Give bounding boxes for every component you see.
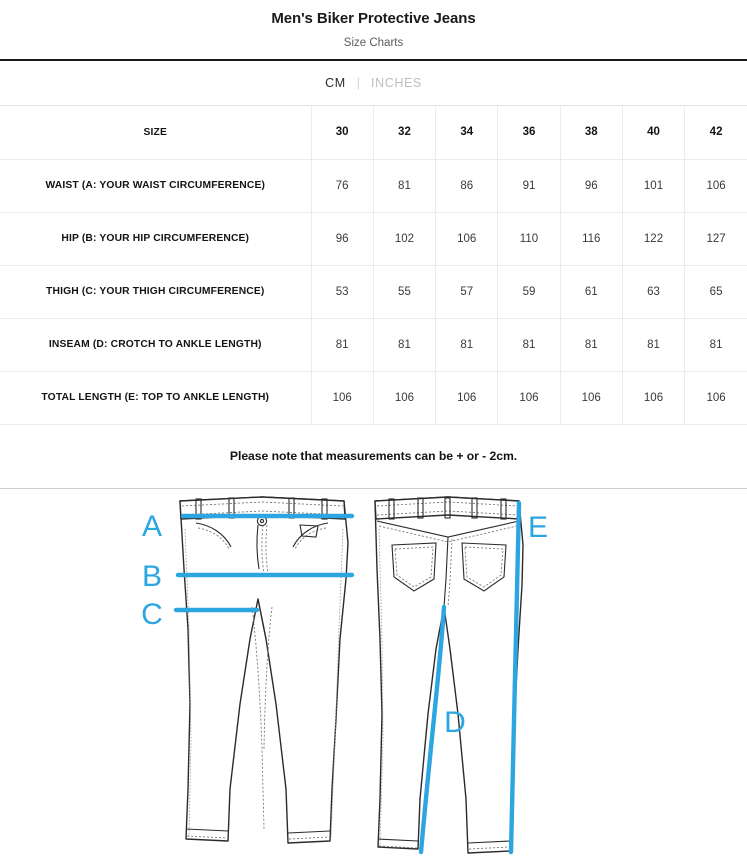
column-header-size-38: 38 [560,106,622,159]
cell-total-length-32: 106 [373,371,435,424]
cell-thigh-30: 53 [311,265,373,318]
cell-inseam-38: 81 [560,318,622,371]
row-label-hip: HIP (B: YOUR HIP CIRCUMFERENCE) [0,212,311,265]
table-row [0,265,747,318]
table-row [0,212,747,265]
cell-total-length-30: 106 [311,371,373,424]
table-row [0,159,747,212]
jeans-measurement-diagram [0,489,747,868]
diagram-label-b: B [141,559,163,593]
page-header [0,0,747,61]
column-header-size-42: 42 [685,106,747,159]
cell-waist-40: 101 [622,159,684,212]
jeans-front-view [180,497,348,843]
unit-separator: | [356,76,361,90]
cell-hip-34: 106 [436,212,498,265]
cell-waist-42: 106 [685,159,747,212]
cell-thigh-42: 65 [685,265,747,318]
cell-inseam-36: 81 [498,318,560,371]
diagram-label-c: C [141,597,163,631]
row-label-total-length: TOTAL LENGTH (E: TOP TO ANKLE LENGTH) [0,371,311,424]
cell-inseam-42: 81 [685,318,747,371]
cell-total-length-34: 106 [436,371,498,424]
cell-waist-38: 96 [560,159,622,212]
row-label-thigh: THIGH (C: YOUR THIGH CIRCUMFERENCE) [0,265,311,318]
unit-toggle [0,61,747,106]
size-chart-table [0,106,747,425]
diagram-label-d: D [444,705,466,739]
cell-hip-42: 127 [685,212,747,265]
cell-waist-34: 86 [436,159,498,212]
cell-thigh-34: 57 [436,265,498,318]
unit-option-cm[interactable]: CM [325,76,346,90]
cell-inseam-30: 81 [311,318,373,371]
cell-inseam-40: 81 [622,318,684,371]
cell-hip-30: 96 [311,212,373,265]
page-subtitle: Size Charts [343,37,404,49]
cell-thigh-38: 61 [560,265,622,318]
column-header-size-36: 36 [498,106,560,159]
cell-total-length-42: 106 [685,371,747,424]
cell-inseam-32: 81 [373,318,435,371]
diagram-label-e: E [527,510,549,544]
cell-total-length-38: 106 [560,371,622,424]
cell-waist-32: 81 [373,159,435,212]
column-header-size-32: 32 [373,106,435,159]
column-header-size: SIZE [0,106,311,159]
column-header-size-34: 34 [436,106,498,159]
cell-total-length-36: 106 [498,371,560,424]
table-row [0,371,747,424]
cell-thigh-40: 63 [622,265,684,318]
cell-hip-36: 110 [498,212,560,265]
cell-total-length-40: 106 [622,371,684,424]
unit-option-inches[interactable]: INCHES [371,76,422,90]
cell-thigh-32: 55 [373,265,435,318]
column-header-size-30: 30 [311,106,373,159]
cell-waist-36: 91 [498,159,560,212]
column-header-size-40: 40 [622,106,684,159]
cell-hip-38: 116 [560,212,622,265]
cell-thigh-36: 59 [498,265,560,318]
cell-waist-30: 76 [311,159,373,212]
row-label-waist: WAIST (A: YOUR WAIST CIRCUMFERENCE) [0,159,311,212]
diagram-label-a: A [141,509,163,543]
cell-hip-32: 102 [373,212,435,265]
cell-hip-40: 122 [622,212,684,265]
table-header-row [0,106,747,159]
measurement-note: Please note that measurements can be + or - 2cm. [229,449,518,463]
row-label-inseam: INSEAM (D: CROTCH TO ANKLE LENGTH) [0,318,311,371]
cell-inseam-34: 81 [436,318,498,371]
jeans-back-view [375,497,523,853]
page-title: Men's Biker Protective Jeans [271,10,476,27]
table-row [0,318,747,371]
